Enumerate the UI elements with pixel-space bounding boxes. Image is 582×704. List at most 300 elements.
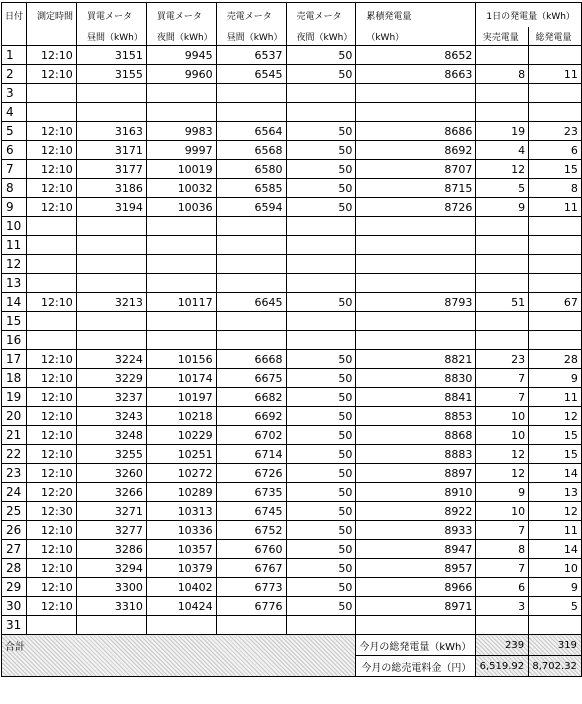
sell-night-cell xyxy=(286,217,356,236)
buy-day-cell: 3171 xyxy=(77,141,147,160)
sell-day-cell xyxy=(216,616,286,635)
cumulative-cell: 8971 xyxy=(356,597,476,616)
sell-day-cell xyxy=(216,236,286,255)
buy-night-cell xyxy=(146,274,216,293)
cumulative-cell: 8947 xyxy=(356,540,476,559)
total-generation-actual: 239 xyxy=(476,635,529,656)
header-sell-night: 売電メータ xyxy=(286,3,356,28)
actual-cell: 12 xyxy=(476,160,529,179)
sell-day-cell: 6580 xyxy=(216,160,286,179)
day-cell: 14 xyxy=(2,293,27,312)
buy-night-cell: 10197 xyxy=(146,388,216,407)
actual-cell xyxy=(476,274,529,293)
buy-day-cell xyxy=(77,312,147,331)
day-cell: 10 xyxy=(2,217,27,236)
time-cell: 12:10 xyxy=(27,293,77,312)
day-cell: 18 xyxy=(2,369,27,388)
time-cell xyxy=(27,312,77,331)
time-cell: 12:10 xyxy=(27,426,77,445)
table-row xyxy=(2,521,582,540)
cumulative-cell xyxy=(356,255,476,274)
header-buy-day: 買電メータ xyxy=(77,3,147,28)
sell-night-cell: 50 xyxy=(286,597,356,616)
time-cell: 12:30 xyxy=(27,502,77,521)
totals-label: 合計 xyxy=(2,635,356,677)
day-cell: 9 xyxy=(2,198,27,217)
sell-night-cell: 50 xyxy=(286,160,356,179)
table-row xyxy=(2,331,582,350)
buy-night-cell: 10174 xyxy=(146,369,216,388)
sell-day-cell: 6767 xyxy=(216,559,286,578)
cumulative-cell: 8853 xyxy=(356,407,476,426)
table-row xyxy=(2,540,582,559)
sell-day-cell: 6735 xyxy=(216,483,286,502)
sell-night-cell xyxy=(286,331,356,350)
sell-night-cell: 50 xyxy=(286,502,356,521)
buy-night-cell: 10019 xyxy=(146,160,216,179)
buy-day-cell: 3277 xyxy=(77,521,147,540)
buy-day-cell: 3229 xyxy=(77,369,147,388)
buy-night-cell: 10379 xyxy=(146,559,216,578)
total-generation-label: 今月の総発電量（kWh） xyxy=(356,635,476,656)
total-cell: 67 xyxy=(529,293,582,312)
header-time-sub xyxy=(27,27,77,46)
buy-day-cell xyxy=(77,236,147,255)
buy-night-cell: 10357 xyxy=(146,540,216,559)
buy-day-cell: 3310 xyxy=(77,597,147,616)
total-cell: 23 xyxy=(529,122,582,141)
table-row xyxy=(2,426,582,445)
actual-cell: 10 xyxy=(476,502,529,521)
buy-night-cell xyxy=(146,103,216,122)
table-row xyxy=(2,103,582,122)
cumulative-cell: 8841 xyxy=(356,388,476,407)
header-cumulative-unit: （kWh） xyxy=(356,27,476,46)
total-cell: 12 xyxy=(529,407,582,426)
buy-day-cell: 3300 xyxy=(77,578,147,597)
cumulative-cell: 8830 xyxy=(356,369,476,388)
actual-cell xyxy=(476,236,529,255)
actual-cell xyxy=(476,217,529,236)
total-cell: 28 xyxy=(529,350,582,369)
total-cell: 15 xyxy=(529,426,582,445)
buy-night-cell: 9945 xyxy=(146,46,216,65)
table-row xyxy=(2,84,582,103)
total-cell: 14 xyxy=(529,464,582,483)
sell-night-cell xyxy=(286,84,356,103)
total-cell: 10 xyxy=(529,559,582,578)
day-cell: 16 xyxy=(2,331,27,350)
buy-day-cell: 3194 xyxy=(77,198,147,217)
buy-day-cell xyxy=(77,274,147,293)
total-cell: 11 xyxy=(529,388,582,407)
buy-day-cell: 3186 xyxy=(77,179,147,198)
total-cell xyxy=(529,331,582,350)
sell-night-cell xyxy=(286,274,356,293)
day-cell: 12 xyxy=(2,255,27,274)
actual-cell: 12 xyxy=(476,445,529,464)
header-daily: 1日の発電量（kWh） xyxy=(476,3,582,28)
day-cell: 7 xyxy=(2,160,27,179)
sell-day-cell: 6745 xyxy=(216,502,286,521)
sell-night-cell xyxy=(286,616,356,635)
cumulative-cell xyxy=(356,274,476,293)
buy-night-cell: 9983 xyxy=(146,122,216,141)
actual-cell: 6 xyxy=(476,578,529,597)
total-cell: 9 xyxy=(529,369,582,388)
table-row xyxy=(2,122,582,141)
buy-night-cell: 10251 xyxy=(146,445,216,464)
total-cell xyxy=(529,236,582,255)
cumulative-cell xyxy=(356,331,476,350)
sell-day-cell xyxy=(216,274,286,293)
table-row xyxy=(2,388,582,407)
total-fee-actual: 6,519.92 xyxy=(476,656,529,677)
actual-cell xyxy=(476,331,529,350)
buy-night-cell xyxy=(146,236,216,255)
sell-day-cell: 6773 xyxy=(216,578,286,597)
actual-cell: 5 xyxy=(476,179,529,198)
sell-day-cell xyxy=(216,312,286,331)
time-cell: 12:10 xyxy=(27,407,77,426)
sell-day-cell xyxy=(216,255,286,274)
day-cell: 20 xyxy=(2,407,27,426)
cumulative-cell: 8652 xyxy=(356,46,476,65)
cumulative-cell: 8692 xyxy=(356,141,476,160)
header-day-sub xyxy=(2,27,27,46)
table-row xyxy=(2,141,582,160)
day-cell: 8 xyxy=(2,179,27,198)
actual-cell: 7 xyxy=(476,521,529,540)
total-cell xyxy=(529,217,582,236)
sell-day-cell: 6585 xyxy=(216,179,286,198)
table-row xyxy=(2,217,582,236)
time-cell: 12:10 xyxy=(27,65,77,84)
actual-cell: 51 xyxy=(476,293,529,312)
buy-day-cell: 3155 xyxy=(77,65,147,84)
buy-day-cell: 3294 xyxy=(77,559,147,578)
day-cell: 3 xyxy=(2,84,27,103)
table-row xyxy=(2,350,582,369)
actual-cell: 7 xyxy=(476,369,529,388)
sell-day-cell: 6760 xyxy=(216,540,286,559)
sell-night-cell: 50 xyxy=(286,369,356,388)
sell-night-cell xyxy=(286,255,356,274)
day-cell: 13 xyxy=(2,274,27,293)
time-cell: 12:10 xyxy=(27,597,77,616)
day-cell: 17 xyxy=(2,350,27,369)
cumulative-cell: 8883 xyxy=(356,445,476,464)
total-cell xyxy=(529,103,582,122)
cumulative-cell: 8868 xyxy=(356,426,476,445)
sell-night-cell: 50 xyxy=(286,426,356,445)
time-cell: 12:10 xyxy=(27,122,77,141)
day-cell: 5 xyxy=(2,122,27,141)
table-row xyxy=(2,46,582,65)
sell-night-cell: 50 xyxy=(286,407,356,426)
cumulative-cell xyxy=(356,236,476,255)
table-row xyxy=(2,559,582,578)
sell-day-cell: 6675 xyxy=(216,369,286,388)
header-day: 日付 xyxy=(2,3,27,28)
buy-night-cell xyxy=(146,616,216,635)
sell-night-cell: 50 xyxy=(286,388,356,407)
buy-night-cell: 10313 xyxy=(146,502,216,521)
table-row xyxy=(2,502,582,521)
time-cell: 12:20 xyxy=(27,483,77,502)
header-cumulative: 累積発電量 xyxy=(356,3,476,28)
table-row xyxy=(2,464,582,483)
header-daily-total: 総発電量 xyxy=(529,27,582,46)
sell-day-cell: 6668 xyxy=(216,350,286,369)
time-cell: 12:10 xyxy=(27,578,77,597)
table-row xyxy=(2,255,582,274)
day-cell: 27 xyxy=(2,540,27,559)
time-cell xyxy=(27,616,77,635)
time-cell: 12:10 xyxy=(27,445,77,464)
buy-day-cell xyxy=(77,616,147,635)
buy-day-cell xyxy=(77,255,147,274)
buy-day-cell: 3271 xyxy=(77,502,147,521)
actual-cell: 12 xyxy=(476,464,529,483)
sell-day-cell xyxy=(216,84,286,103)
sell-night-cell: 50 xyxy=(286,350,356,369)
cumulative-cell xyxy=(356,217,476,236)
actual-cell: 8 xyxy=(476,540,529,559)
buy-night-cell xyxy=(146,255,216,274)
total-cell xyxy=(529,46,582,65)
table-row xyxy=(2,616,582,635)
sell-night-cell xyxy=(286,236,356,255)
day-cell: 4 xyxy=(2,103,27,122)
actual-cell xyxy=(476,103,529,122)
sell-night-cell: 50 xyxy=(286,483,356,502)
buy-night-cell xyxy=(146,312,216,331)
header-sell-day-unit: 昼間（kWh） xyxy=(216,27,286,46)
day-cell: 29 xyxy=(2,578,27,597)
cumulative-cell: 8821 xyxy=(356,350,476,369)
time-cell: 12:10 xyxy=(27,179,77,198)
buy-night-cell xyxy=(146,84,216,103)
day-cell: 25 xyxy=(2,502,27,521)
total-cell: 11 xyxy=(529,198,582,217)
table-row xyxy=(2,312,582,331)
sell-day-cell: 6545 xyxy=(216,65,286,84)
sell-day-cell: 6702 xyxy=(216,426,286,445)
sell-night-cell: 50 xyxy=(286,141,356,160)
buy-day-cell xyxy=(77,331,147,350)
day-cell: 26 xyxy=(2,521,27,540)
day-cell: 6 xyxy=(2,141,27,160)
sell-night-cell: 50 xyxy=(286,445,356,464)
header-buy-night: 買電メータ xyxy=(146,3,216,28)
header-daily-actual: 実売電量 xyxy=(476,27,529,46)
sell-night-cell: 50 xyxy=(286,179,356,198)
buy-day-cell: 3151 xyxy=(77,46,147,65)
total-cell: 5 xyxy=(529,597,582,616)
total-cell: 11 xyxy=(529,521,582,540)
sell-day-cell: 6714 xyxy=(216,445,286,464)
sell-day-cell: 6564 xyxy=(216,122,286,141)
total-cell xyxy=(529,255,582,274)
totals-row-generation xyxy=(2,635,582,656)
day-cell: 11 xyxy=(2,236,27,255)
sell-day-cell xyxy=(216,331,286,350)
day-cell: 24 xyxy=(2,483,27,502)
sell-day-cell: 6776 xyxy=(216,597,286,616)
actual-cell xyxy=(476,46,529,65)
buy-day-cell xyxy=(77,217,147,236)
table-row xyxy=(2,407,582,426)
buy-day-cell: 3248 xyxy=(77,426,147,445)
table-row xyxy=(2,160,582,179)
total-fee-label: 今月の総売電料金（円） xyxy=(356,656,476,677)
cumulative-cell: 8922 xyxy=(356,502,476,521)
actual-cell: 10 xyxy=(476,407,529,426)
sell-day-cell: 6752 xyxy=(216,521,286,540)
time-cell: 12:10 xyxy=(27,521,77,540)
cumulative-cell: 8663 xyxy=(356,65,476,84)
sell-day-cell: 6726 xyxy=(216,464,286,483)
sell-day-cell: 6594 xyxy=(216,198,286,217)
total-fee-total: 8,702.32 xyxy=(529,656,582,677)
header-sell-day: 売電メータ xyxy=(216,3,286,28)
time-cell: 12:10 xyxy=(27,160,77,179)
actual-cell: 9 xyxy=(476,198,529,217)
sell-night-cell: 50 xyxy=(286,46,356,65)
time-cell: 12:10 xyxy=(27,464,77,483)
cumulative-cell: 8897 xyxy=(356,464,476,483)
sell-night-cell: 50 xyxy=(286,578,356,597)
time-cell xyxy=(27,274,77,293)
total-cell xyxy=(529,274,582,293)
buy-day-cell: 3224 xyxy=(77,350,147,369)
buy-day-cell: 3255 xyxy=(77,445,147,464)
sell-night-cell: 50 xyxy=(286,65,356,84)
time-cell xyxy=(27,255,77,274)
sell-day-cell: 6682 xyxy=(216,388,286,407)
header-time: 測定時間 xyxy=(27,3,77,28)
actual-cell xyxy=(476,616,529,635)
actual-cell: 9 xyxy=(476,483,529,502)
total-cell: 15 xyxy=(529,160,582,179)
buy-night-cell xyxy=(146,217,216,236)
time-cell: 12:10 xyxy=(27,198,77,217)
cumulative-cell: 8686 xyxy=(356,122,476,141)
table-row xyxy=(2,179,582,198)
buy-night-cell: 10289 xyxy=(146,483,216,502)
total-cell xyxy=(529,84,582,103)
buy-night-cell: 10036 xyxy=(146,198,216,217)
time-cell xyxy=(27,217,77,236)
actual-cell xyxy=(476,312,529,331)
buy-day-cell: 3163 xyxy=(77,122,147,141)
time-cell xyxy=(27,236,77,255)
buy-day-cell xyxy=(77,103,147,122)
header-row-2 xyxy=(2,27,582,46)
table-row xyxy=(2,198,582,217)
sell-night-cell: 50 xyxy=(286,464,356,483)
time-cell xyxy=(27,331,77,350)
time-cell: 12:10 xyxy=(27,559,77,578)
day-cell: 28 xyxy=(2,559,27,578)
table-row xyxy=(2,274,582,293)
total-cell: 6 xyxy=(529,141,582,160)
buy-night-cell: 9997 xyxy=(146,141,216,160)
cumulative-cell xyxy=(356,616,476,635)
buy-night-cell: 10218 xyxy=(146,407,216,426)
sell-night-cell: 50 xyxy=(286,540,356,559)
time-cell: 12:10 xyxy=(27,388,77,407)
day-cell: 1 xyxy=(2,46,27,65)
buy-night-cell: 10032 xyxy=(146,179,216,198)
day-cell: 30 xyxy=(2,597,27,616)
buy-day-cell: 3286 xyxy=(77,540,147,559)
total-cell: 13 xyxy=(529,483,582,502)
cumulative-cell: 8933 xyxy=(356,521,476,540)
actual-cell: 23 xyxy=(476,350,529,369)
actual-cell xyxy=(476,255,529,274)
table-row xyxy=(2,65,582,84)
table-row xyxy=(2,236,582,255)
actual-cell: 7 xyxy=(476,559,529,578)
sell-night-cell xyxy=(286,312,356,331)
actual-cell: 8 xyxy=(476,65,529,84)
header-buy-night-unit: 夜間（kWh） xyxy=(146,27,216,46)
total-cell: 8 xyxy=(529,179,582,198)
sell-day-cell: 6645 xyxy=(216,293,286,312)
cumulative-cell: 8726 xyxy=(356,198,476,217)
buy-night-cell: 10424 xyxy=(146,597,216,616)
sell-day-cell: 6537 xyxy=(216,46,286,65)
cumulative-cell xyxy=(356,312,476,331)
day-cell: 19 xyxy=(2,388,27,407)
sell-night-cell: 50 xyxy=(286,122,356,141)
total-generation-total: 319 xyxy=(529,635,582,656)
buy-day-cell: 3260 xyxy=(77,464,147,483)
time-cell: 12:10 xyxy=(27,369,77,388)
total-cell xyxy=(529,616,582,635)
sell-day-cell: 6692 xyxy=(216,407,286,426)
table-row xyxy=(2,578,582,597)
total-cell: 15 xyxy=(529,445,582,464)
actual-cell: 19 xyxy=(476,122,529,141)
day-cell: 22 xyxy=(2,445,27,464)
buy-day-cell: 3213 xyxy=(77,293,147,312)
total-cell: 11 xyxy=(529,65,582,84)
time-cell: 12:10 xyxy=(27,540,77,559)
time-cell xyxy=(27,84,77,103)
cumulative-cell: 8966 xyxy=(356,578,476,597)
meter-table xyxy=(1,2,582,677)
buy-night-cell: 10336 xyxy=(146,521,216,540)
time-cell: 12:10 xyxy=(27,141,77,160)
actual-cell: 4 xyxy=(476,141,529,160)
day-cell: 23 xyxy=(2,464,27,483)
actual-cell: 3 xyxy=(476,597,529,616)
day-cell: 31 xyxy=(2,616,27,635)
buy-day-cell: 3266 xyxy=(77,483,147,502)
header-sell-night-unit: 夜間（kWh） xyxy=(286,27,356,46)
buy-night-cell: 10117 xyxy=(146,293,216,312)
buy-night-cell: 9960 xyxy=(146,65,216,84)
total-cell: 12 xyxy=(529,502,582,521)
actual-cell: 10 xyxy=(476,426,529,445)
day-cell: 15 xyxy=(2,312,27,331)
buy-night-cell: 10272 xyxy=(146,464,216,483)
day-cell: 21 xyxy=(2,426,27,445)
buy-day-cell: 3177 xyxy=(77,160,147,179)
